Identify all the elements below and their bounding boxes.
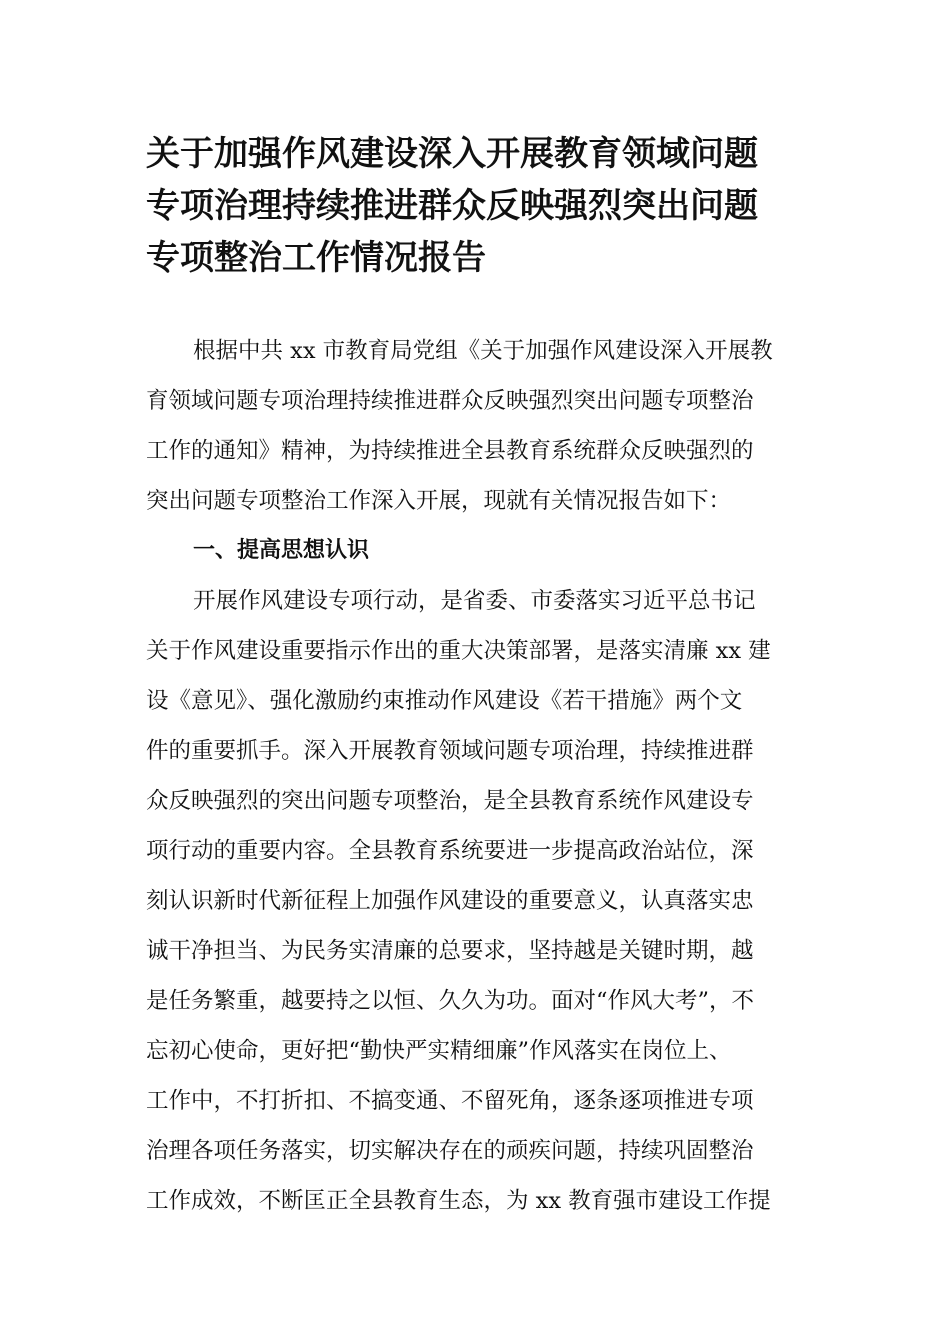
document-title [146,128,816,284]
section-line-4: 件的重要抓手。深入开展教育领域问题专项治理，持续推进群 [146,738,754,764]
section-line-3: 设《意见》、强化激励约束推动作风建设《若干措施》两个文 [146,688,743,714]
section-line-10: 忘初心使命，更好把“勤快严实精细廉”作风落实在岗位上、 [146,1038,732,1064]
intro-line-3: 工作的通知》精神，为持续推进全县教育系统群众反映强烈的 [146,438,754,464]
section-line-11: 工作中，不打折扣、不搞变通、不留死角，逐条逐项推进专项 [146,1088,754,1114]
section-heading: 一、提高思想认识 [193,538,370,563]
intro-line-2: 育领域问题专项治理持续推进群众反映强烈突出问题专项整治 [146,388,754,414]
section-line-9: 是任务繁重，越要持之以恒、久久为功。面对“作风大考”，不 [146,988,755,1014]
title-line-2: 专项治理持续推进群众反映强烈突出问题 [146,186,758,226]
section-line-6: 项行动的重要内容。全县教育系统要进一步提高政治站位，深 [146,838,754,864]
intro-line-4: 突出问题专项整治工作深入开展，现就有关情况报告如下： [146,488,732,514]
section-line-8: 诚干净担当、为民务实清廉的总要求，坚持越是关键时期，越 [146,938,754,964]
title-line-1: 关于加强作风建设深入开展教育领域问题 [146,134,758,174]
section-line-13: 工作成效，不断匡正全县教育生态，为 xx 教育强市建设工作提 [146,1188,771,1214]
section-line-7: 刻认识新时代新征程上加强作风建设的重要意义，认真落实忠 [146,888,754,914]
title-line-3: 专项整治工作情况报告 [146,238,486,278]
section-line-12: 治理各项任务落实，切实解决存在的顽疾问题，持续巩固整治 [146,1138,754,1164]
section-line-2: 关于作风建设重要指示作出的重大决策部署，是落实清廉 xx 建 [146,638,771,664]
intro-line-1: 根据中共 xx 市教育局党组《关于加强作风建设深入开展教 [193,338,773,364]
section-line-5: 众反映强烈的突出问题专项整治，是全县教育系统作风建设专 [146,788,754,814]
section-line-1: 开展作风建设专项行动，是省委、市委落实习近平总书记 [193,588,756,614]
